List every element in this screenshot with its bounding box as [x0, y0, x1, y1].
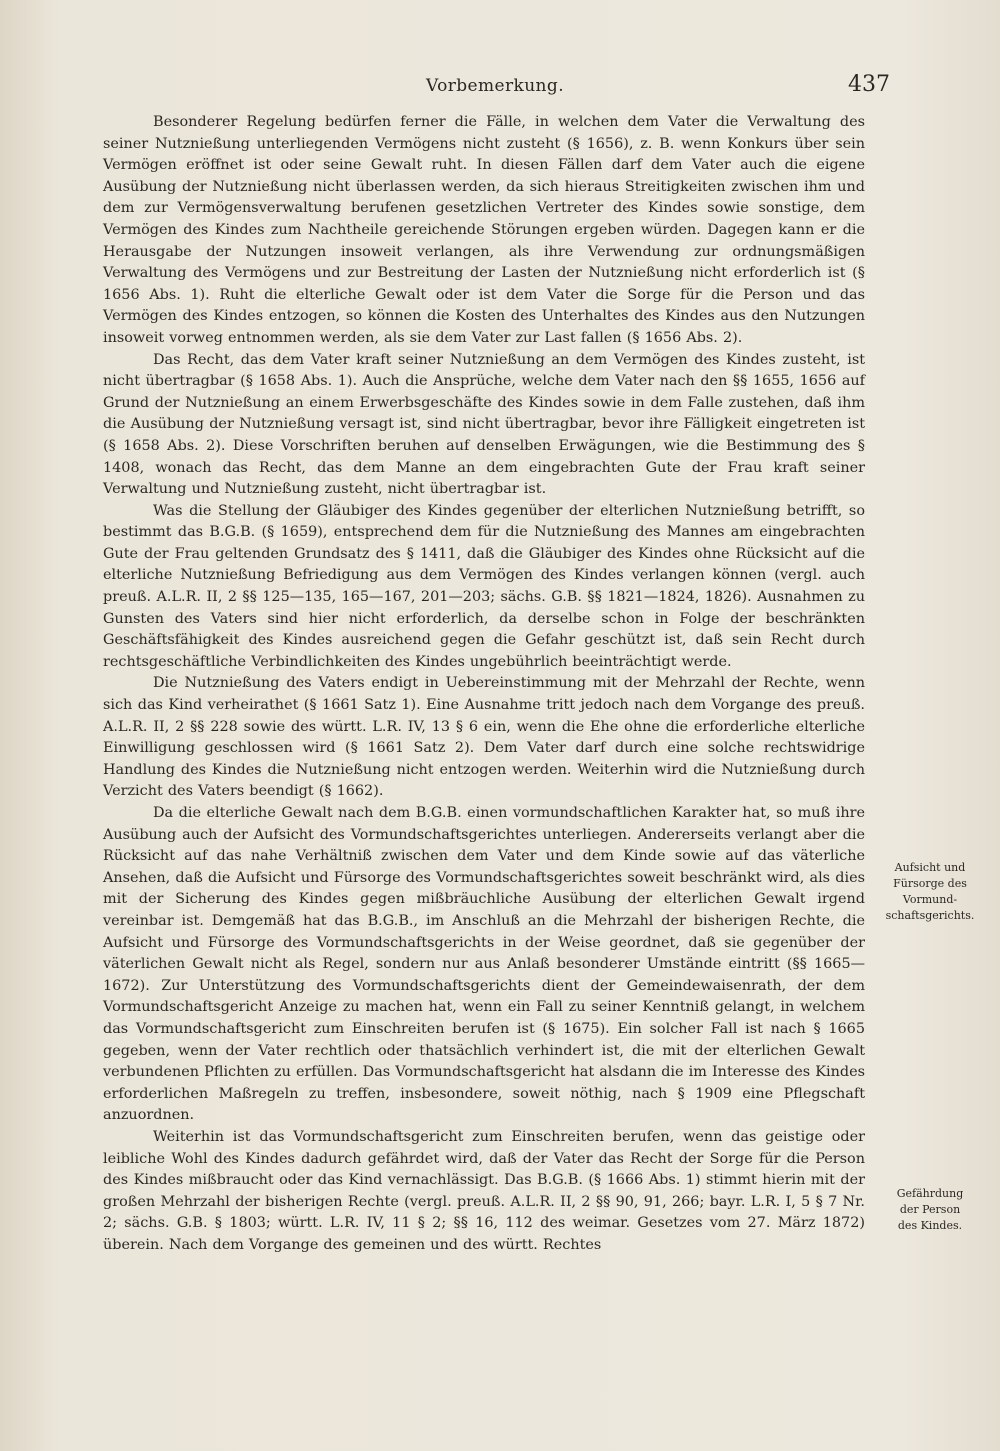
margin-note-gefaehrdung [884, 1186, 976, 1234]
running-title: Vorbemerkung. [425, 76, 564, 96]
paragraph: Da die elterliche Gewalt nach dem B.G.B. einen vormundschaftlichen Karakter hat, so muß ihre Ausübung auch der Aufsicht des Vormundschaftsgerichtes unterliegen. Andererseits verlangt aber die Rücksicht auf das nahe Verhältniß zwischen dem Vater und dem Kinde sowie auf das väterliche Ansehen, daß die Aufsicht und Fürsorge des Vormundschaftsgerichtes soweit beschränkt wird, als dies mit der Sicherung des Kindes gegen mißbräuchliche Ausübung der elterlichen Gewalt irgend vereinbar ist. Demgemäß hat das B.G.B., im Anschluß an die Mehrzahl der bisherigen Rechte, die Aufsicht und Fürsorge des Vormundschaftsgerichts in der Weise geordnet, daß sie gegenüber der väterlichen Gewalt nicht als Regel, sondern nur aus Anlaß besonderer Umstände eintritt (§§ 1665—1672). Zur Unterstützung des Vormundschaftsgerichts dient der Gemeindewaisenrath, der dem Vormundschaftsgericht Anzeige zu machen hat, wenn ein Fall zu seiner Kenntniß gelangt, in welchem das Vormundschaftsgericht zum Einschreiten berufen ist (§ 1675). Ein solcher Fall ist nach § 1665 gegeben, wenn der Vater rechtlich oder thatsächlich verhindert ist, die mit der elterlichen Gewalt verbundenen Pflichten zu erfüllen. Das Vormundschaftsgericht hat alsdann die im Interesse des Kindes erforderlichen Maßregeln zu treffen, insbesondere, soweit nöthig, nach § 1909 eine Pflegschaft anzuordnen. [103, 805, 865, 1124]
paragraph: Was die Stellung der Gläubiger des Kindes gegenüber der elterlichen Nutznießung betrifft, so bestimmt das B.G.B. (§ 1659), entsprechend dem für die Nutznießung des Mannes am eingebrachten Gute der Frau geltenden Grundsatz des § 1411, daß die Gläubiger des Kindes ohne Rücksicht auf die elterliche Nutznießung Befriedigung aus dem Vermögen des Kindes verlangen können (vergl. auch preuß. A.L.R. II, 2 §§ 125—135, 165—167, 201—203; sächs. G.B. §§ 1821—1824, 1826). Ausnahmen zu Gunsten des Vaters sind hier nicht erforderlich, da derselbe schon in Folge der beschränkten Geschäftsfähigkeit des Kindes ausreichend gegen die Gefahr geschützt ist, daß sein Recht durch rechtsgeschäftliche Verbindlichkeiten des Kindes ungebührlich beeinträchtigt werde. [103, 502, 865, 670]
margin-note-aufsicht [884, 860, 976, 924]
paragraph: Das Recht, das dem Vater kraft seiner Nutznießung an dem Vermögen des Kindes zusteht, ist nicht übertragbar (§ 1658 Abs. 1). Auch die Ansprüche, welche dem Vater nach den §§ 1655, 1656 auf Grund der Nutznießung an einem Erwerbsgeschäfte des Kindes sowie in dem Falle zustehen, daß ihm die Ausübung der Nutznießung versagt ist, sind nicht übertragbar, bevor ihre Fälligkeit eingetreten ist (§ 1658 Abs. 2). Diese Vorschriften beruhen auf denselben Erwägungen, wie die Bestimmung des § 1408, wonach das Recht, das dem Manne an dem eingebrachten Gute der Frau kraft seiner Verwaltung und Nutznießung zusteht, nicht übertragbar ist. [103, 351, 865, 498]
margin-note-line: des Kindes. [897, 1219, 963, 1232]
paragraph: Besonderer Regelung bedürfen ferner die Fälle, in welchen dem Vater die Verwaltung des seiner Nutznießung unterliegenden Vermögens nicht zusteht (§ 1656), z. B. wenn Konkurs über sein Vermögen eröffnet ist oder seine Gewalt ruht. In diesen Fällen darf dem Vater auch die eigene Ausübung der Nutznießung nicht überlassen werden, da sich hieraus Streitigkeiten zwischen ihm und dem zur Vermögensverwaltung berufenen gesetzlichen Vertreter des Kindes sowie sonstige, dem Vermögen des Kindes zum Nachtheile gereichende Störungen ergeben würden. Dagegen kann er die Herausgabe der Nutzungen insoweit verlangen, als ihre Verwendung zur ordnungsmäßigen Verwaltung des Vermögens und zur Bestreitung der Lasten der Nutznießung nicht erforderlich ist (§ 1656 Abs. 1). Ruht die elterliche Gewalt oder ist dem Vater die Sorge für die Person und das Vermögen des Kindes entzogen, so können die Kosten des Unterhaltes des Kindes aus den Nutzungen insoweit vorweg entnommen werden, als sie dem Vater zur Last fallen (§ 1656 Abs. 2). [103, 114, 865, 346]
page-header [100, 72, 890, 106]
margin-note-line: Fürsorge des [893, 877, 967, 890]
paragraph: Die Nutznießung des Vaters endigt in Uebereinstimmung mit der Mehrzahl der Rechte, wenn sich das Kind verheirathet (§ 1661 Satz 1). Eine Ausnahme tritt jedoch nach dem Vorgange des preuß. A.L.R. II, 2 §§ 228 sowie des württ. L.R. IV, 13 § 6 ein, wenn die Ehe ohne die erforderliche elterliche Einwilligung geschlossen wird (§ 1661 Satz 2). Dem Vater darf durch eine solche rechtswidrige Handlung des Kindes die Nutznießung nicht entzogen werden. Weiterhin wird die Nutznießung durch Verzicht des Vaters beendigt (§ 1662). [103, 675, 865, 800]
margin-note-line: Gefährdung [896, 1187, 964, 1200]
margin-note-line: Vormund- [902, 893, 958, 906]
margin-note-line: Aufsicht und [894, 861, 966, 874]
main-text [103, 112, 865, 1256]
paragraph: Weiterhin ist das Vormundschaftsgericht zum Einschreiten berufen, wenn das geistige oder leibliche Wohl des Kindes dadurch gefährdet wird, daß der Vater das Recht der Sorge für die Person des Kindes mißbraucht oder das Kind vernachlässigt. Das B.G.B. (§ 1666 Abs. 1) stimmt hierin mit der großen Mehrzahl der bisherigen Rechte (vergl. preuß. A.L.R. II, 2 §§ 90, 91, 266; bayr. L.R. I, 5 § 7 Nr. 2; sächs. G.B. § 1803; württ. L.R. IV, 11 § 2; §§ 16, 112 des weimar. Gesetzes vom 27. März 1872) überein. Nach dem Vorgange des gemeinen und des württ. Rechtes [103, 1128, 865, 1253]
margin-note-line: schaftsgerichts. [885, 909, 975, 922]
margin-note-line: der Person [899, 1203, 961, 1216]
page-number: 437 [848, 72, 890, 97]
